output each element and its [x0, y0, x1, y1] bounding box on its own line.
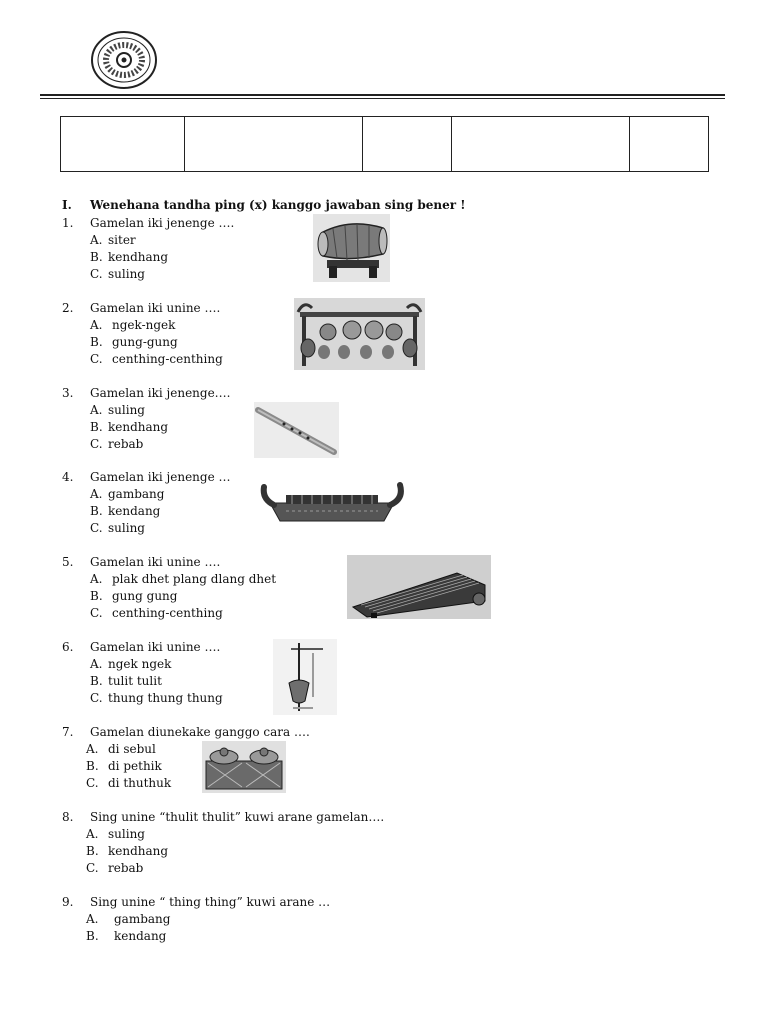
info-cell[interactable]: [61, 117, 185, 172]
option-b[interactable]: B. gung gung: [90, 589, 178, 603]
question-number: 7.: [62, 725, 74, 739]
question-number: 3.: [62, 386, 74, 400]
option-b[interactable]: B. kendang: [90, 504, 161, 518]
question-number: 2.: [62, 301, 74, 315]
question-text: Gamelan iki unine ….: [90, 555, 221, 569]
header-rule-thick: [40, 94, 725, 96]
kempul-kettle-gongs-picture: [202, 741, 286, 793]
question-text: Gamelan iki jenenge …: [90, 470, 231, 484]
option-a[interactable]: A. suling: [86, 827, 145, 841]
school-logo: [90, 30, 158, 90]
kendhang-drum-picture: [313, 214, 390, 282]
bonang-gong-set-picture: [294, 298, 425, 370]
option-a[interactable]: A. plak dhet plang dlang dhet: [90, 572, 277, 586]
option-b[interactable]: B. gung-gung: [90, 335, 178, 349]
option-a[interactable]: A. suling: [90, 403, 145, 417]
option-a[interactable]: A. gambang: [90, 487, 165, 501]
question-number: 8.: [62, 810, 74, 824]
question-text: Sing unine “ thing thing” kuwi arane …: [90, 895, 331, 909]
question-2: [62, 300, 223, 368]
option-b[interactable]: B. tulit tulit: [90, 674, 162, 688]
question-number: 1.: [62, 216, 74, 230]
option-b[interactable]: B. kendang: [86, 929, 167, 943]
question-5: [62, 554, 276, 622]
header-rule-thin: [40, 98, 725, 99]
question-9: [62, 894, 330, 945]
question-text: Gamelan iki unine ….: [90, 640, 221, 654]
option-c[interactable]: C. thung thung thung: [90, 691, 223, 705]
question-text: Gamelan iki unine ….: [90, 301, 221, 315]
option-c[interactable]: C. centhing-centhing: [90, 352, 223, 366]
section-text: Wenehana tandha ping (x) kanggo jawaban sing bener !: [90, 198, 466, 212]
question-3: [62, 385, 231, 453]
student-info-table: [60, 116, 709, 172]
option-b[interactable]: B. di pethik: [86, 759, 162, 773]
option-b[interactable]: B. kendhang: [90, 250, 169, 264]
suling-flute-picture: [254, 402, 339, 458]
question-text: Sing unine “thulit thulit” kuwi arane gamelan….: [90, 810, 385, 824]
option-c[interactable]: C. rebab: [86, 861, 144, 875]
option-a[interactable]: A. di sebul: [86, 742, 156, 756]
option-c[interactable]: C. suling: [90, 267, 145, 281]
info-cell[interactable]: [452, 117, 630, 172]
question-text: Gamelan iki jenenge….: [90, 386, 231, 400]
question-number: 4.: [62, 470, 74, 484]
option-a[interactable]: A. gambang: [86, 912, 171, 926]
question-8: [62, 809, 384, 877]
siter-zither-picture: [347, 555, 491, 619]
info-cell[interactable]: [185, 117, 363, 172]
section-number: I.: [62, 198, 72, 212]
question-text: Gamelan iki jenenge ….: [90, 216, 235, 230]
option-c[interactable]: C. centhing-centhing: [90, 606, 223, 620]
option-c[interactable]: C. di thuthuk: [86, 776, 172, 790]
gambang-xylophone-picture: [258, 477, 406, 527]
question-number: 9.: [62, 895, 74, 909]
option-c[interactable]: C. rebab: [90, 437, 144, 451]
option-a[interactable]: A. ngek ngek: [90, 657, 172, 671]
section-instruction: [62, 198, 466, 212]
question-6: [62, 639, 223, 707]
info-cell[interactable]: [630, 117, 709, 172]
rebab-fiddle-picture: [273, 639, 337, 715]
question-number: 6.: [62, 640, 74, 654]
question-text: Gamelan diunekake ganggo cara ….: [90, 725, 310, 739]
option-b[interactable]: B. kendhang: [90, 420, 169, 434]
option-a[interactable]: A. ngek-ngek: [90, 318, 176, 332]
info-cell[interactable]: [363, 117, 452, 172]
question-1: [62, 215, 234, 283]
question-number: 5.: [62, 555, 74, 569]
option-b[interactable]: B. kendhang: [86, 844, 169, 858]
question-4: [62, 469, 231, 537]
option-c[interactable]: C. suling: [90, 521, 145, 535]
option-a[interactable]: A. siter: [90, 233, 136, 247]
